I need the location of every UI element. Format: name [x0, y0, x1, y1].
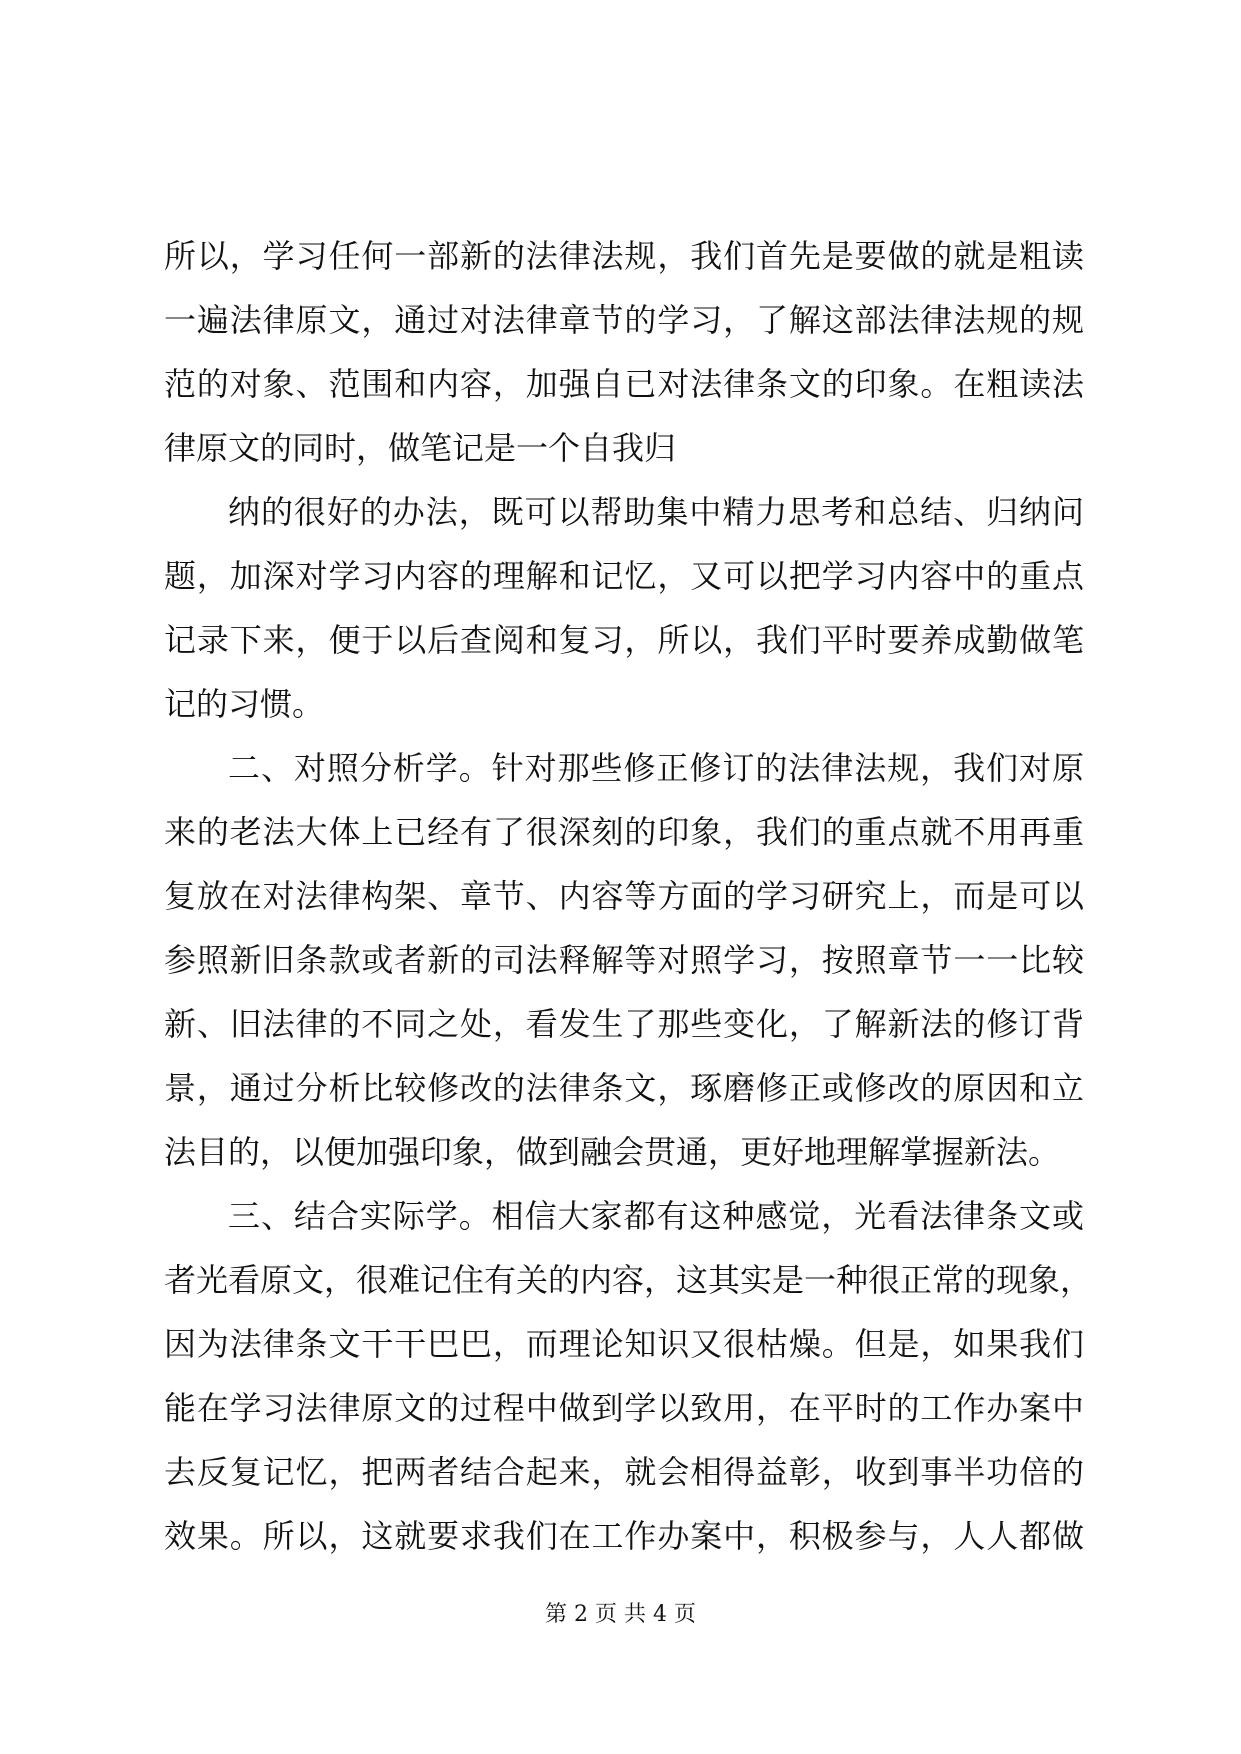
text-line: 参照新旧条款或者新的司法释解等对照学习，按照章节一一比较 [164, 941, 1084, 979]
text-line: 新、旧法律的不同之处，看发生了那些变化，了解新法的修订背 [164, 1005, 1084, 1043]
text-line: 景，通过分析比较修改的法律条文，琢磨修正或修改的原因和立 [164, 1069, 1084, 1107]
text-line: 纳的很好的办法，既可以帮助集中精力思考和总结、归纳问 [228, 493, 1084, 531]
text-line: 范的对象、范围和内容，加强自已对法律条文的印象。在粗读法 [164, 365, 1084, 403]
document-body [164, 224, 1093, 1568]
text-line: 者光看原文，很难记住有关的内容，这其实是一种很正常的现象， [164, 1261, 1093, 1299]
text-line: 来的老法大体上已经有了很深刻的印象，我们的重点就不用再重 [164, 813, 1084, 851]
text-line: 题，加深对学习内容的理解和记忆，又可以把学习内容中的重点 [164, 557, 1084, 595]
text-line: 记的习惯。 [164, 685, 325, 723]
text-line: 三、结合实际学。相信大家都有这种感觉，光看法律条文或 [228, 1197, 1084, 1235]
text-line: 一遍法律原文，通过对法律章节的学习，了解这部法律法规的规 [164, 301, 1084, 339]
text-line: 法目的，以便加强印象，做到融会贯通，更好地理解掌握新法。 [164, 1133, 1061, 1171]
page-number-footer: 第 2 页 共 4 页 [545, 1602, 696, 1627]
text-line: 二、对照分析学。针对那些修正修订的法律法规，我们对原 [228, 749, 1084, 787]
text-line: 去反复记忆，把两者结合起来，就会相得益彰，收到事半功倍的 [164, 1453, 1084, 1491]
text-line: 效果。所以，这就要求我们在工作办案中，积极参与，人人都做 [164, 1517, 1084, 1555]
text-line: 因为法律条文干干巴巴，而理论知识又很枯燥。但是，如果我们 [164, 1325, 1084, 1363]
text-line: 复放在对法律构架、章节、内容等方面的学习研究上，而是可以 [164, 877, 1084, 915]
text-line: 记录下来，便于以后查阅和复习，所以，我们平时要养成勤做笔 [164, 621, 1084, 659]
text-line: 所以，学习任何一部新的法律法规，我们首先是要做的就是粗读 [164, 237, 1084, 275]
text-line: 律原文的同时，做笔记是一个自我归 [164, 429, 677, 467]
text-line: 能在学习法律原文的过程中做到学以致用，在平时的工作办案中 [164, 1389, 1084, 1427]
